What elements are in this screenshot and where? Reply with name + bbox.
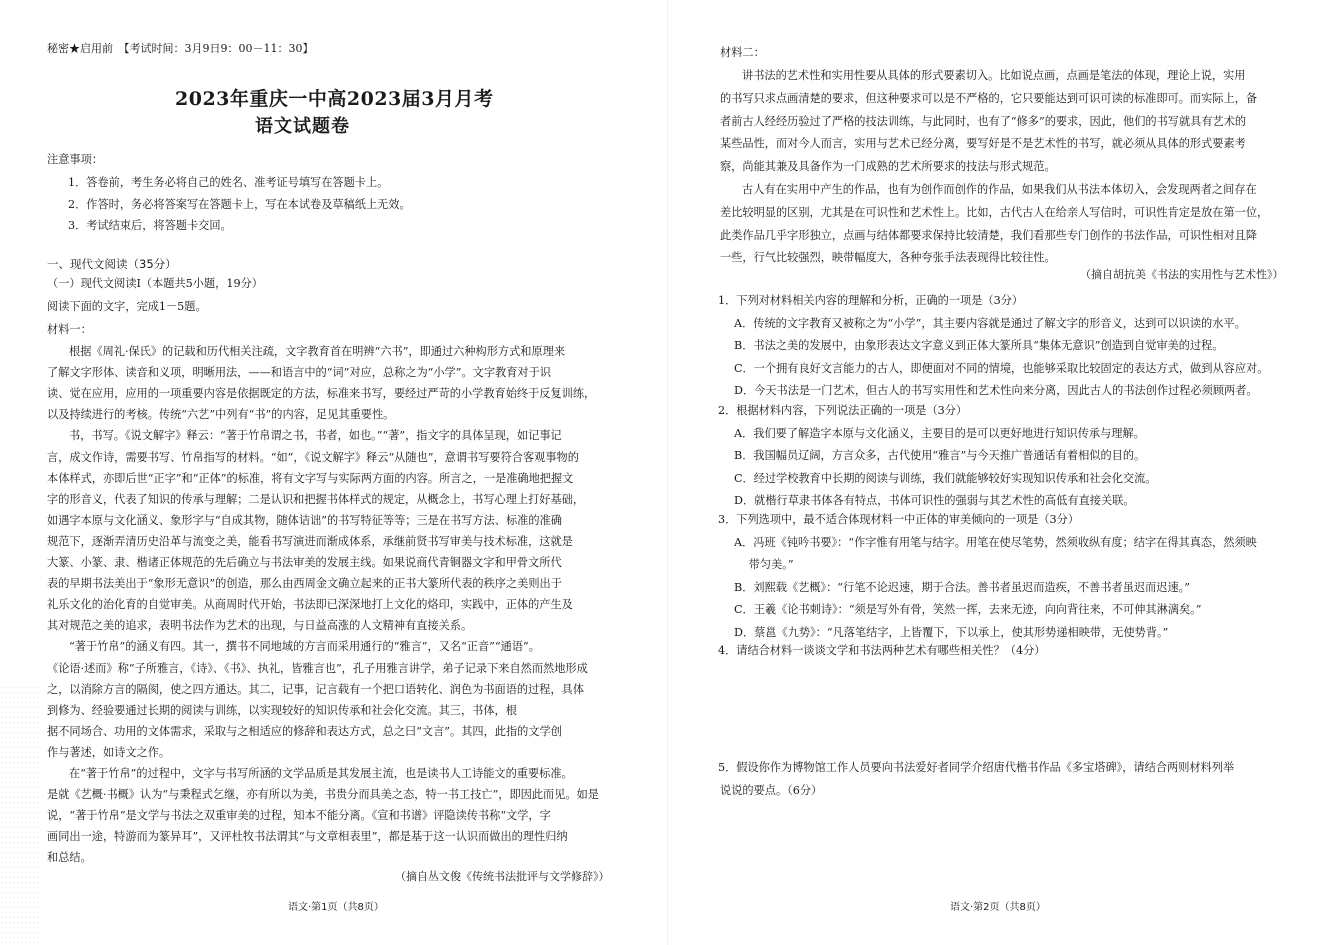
question-stem: 4．请结合材料一谈谈文学和书法两种艺术有哪些相关性？（4分） (718, 644, 1046, 657)
text-line: 据不同场合、功用的文体需求，采取与之相适应的修辞和表达方式，总之曰“文言”。其四，此指的文学创 (47, 724, 562, 738)
text-line: 其对规范之美的追求，表明书法作为艺术的出现，与日益高涨的人文精神有直接关系。 (47, 619, 473, 633)
exam-page-2 (668, 0, 1335, 945)
notice-item: 3．考试结束后，将答题卡交回。 (68, 219, 232, 232)
material-label: 材料二： (720, 46, 765, 59)
reading-instruction: 阅读下面的文字，完成1－5题。 (47, 300, 207, 313)
text-line: 以及持续进行的考核。传统“六艺”中列有“书”的内容，足见其重要性。 (47, 408, 395, 422)
text-line: 的书写只求点画清楚的要求，但这种要求可以是不严格的，它只要能达到可识可读的标准即可。而实际上，备 (720, 91, 1258, 105)
scan-noise (0, 685, 40, 945)
text-line: 到修为、经验要通过长期的阅读与训练，以实现较好的知识传承和社会化交流。其三，书体，根 (47, 703, 517, 717)
text-line: 作与著述，如诗文之作。 (47, 745, 171, 759)
material-2-source: （摘自胡抗美《书法的实用性与艺术性》） (1080, 268, 1284, 281)
text-line: 一些，行气比较强烈，映带幅度大，各种夸张手法表现得比较往性。 (720, 251, 1056, 265)
text-line: 大篆、小篆、隶、楷诸正体规范的先后确立与书法审美的发展主线。如果说商代青铜器文字和甲骨文所代 (47, 556, 562, 569)
text-line: 根据《周礼·保氏》的记载和历代相关注疏，文字教育首在明辨“六书”，即通过六种构形方式和原理来 (69, 345, 566, 358)
exam-subtitle: 语文试题卷 (255, 116, 350, 137)
question-option: A．传统的文字教育又被称之为“小学”，其主要内容就是通过了解文字的形音义，达到可以识读的水平。 (734, 316, 1246, 330)
question-stem: 1．下列对材料相关内容的理解和分析，正确的一项是（3分） (718, 294, 1024, 307)
question-option: A．冯班《钝吟书要》：“作字惟有用笔与结字。用笔在使尽笔势，然须收纵有度；结字在得其真态，然须映 (734, 535, 1257, 549)
question-stem: 5．假设你作为博物馆工作人员要向书法爱好者同学介绍唐代楷书作品《多宝塔碑》，请结合两则材料列举 (718, 761, 1235, 774)
question-option: C．王羲《论书刺诗》：“须是写外有骨，笑然一挥，去来无迹，向向背往来，不可伸其淋漓矣。” (734, 603, 1202, 616)
text-line: “著于竹帛”的涵义有四。其一，撰书不同地域的方言而采用通行的“雅言”，又名“正音”“通语”。 (69, 640, 540, 654)
exam-title: 2023年重庆一中高2023届3月月考 (175, 88, 494, 110)
text-line: 本体样式，亦即后世“正字”和“正体”的标准，将有文字写与实际两方面的内容。所言之，一是准确地把握文 (47, 471, 574, 485)
question-option: B．书法之美的发展中，由象形表达文字意义到正体大篆所具“集体无意识”创造到自觉审美的过程。 (734, 339, 1224, 352)
text-line: 察，尚能其兼及具备作为一门成熟的艺术所要求的技法与形式规范。 (720, 160, 1056, 174)
text-line: 者前古人经经历验过了严格的技法训练，与此同时，也有了“修多”的要求，因此，他们的书写就具有艺术的 (720, 114, 1247, 128)
text-line: 和总结。 (47, 851, 92, 865)
question-option: B．我国幅员辽阔，方言众多，古代使用“雅言”与今天推广普通话有着相似的目的。 (734, 449, 1146, 462)
question-option: C．一个拥有良好文言能力的古人，即便面对不同的情境，也能够采取比较固定的表达方式，做到从容应对。 (734, 361, 1269, 375)
text-line: 讲书法的艺术性和实用性要从具体的形式要素切入。比如说点画，点画是笔法的体现，理论上说，实用 (742, 69, 1246, 82)
question-option: B．刘熙载《艺概》：“行笔不论迟速，期于合法。善书者虽迟而造疾，不善书者虽迟而迟速。” (734, 580, 1190, 594)
notice-item: 2．作答时，务必将答案写在答题卡上，写在本试卷及草稿纸上无效。 (68, 198, 411, 211)
material-label: 材料一： (47, 323, 92, 336)
text-line: 差比较明显的区别，尤其是在可识性和艺术性上。比如，古代古人在给亲人写信时，可识性肯定是放在第一位， (720, 205, 1269, 219)
text-line: 表的早期书法美出于“象形无意识”的创造，那么由西周金文确立起来的正书大篆所代表的秩序之美则出于 (47, 577, 562, 591)
text-line: 《论语·述而》称“子所雅言，《诗》、《书》、执礼，皆雅言也”，孔子用雅言讲学，弟子记录下来自然而然地形成 (47, 661, 588, 675)
section-title: 一、现代文阅读（35分） (47, 257, 177, 271)
text-line: 字的形音义，代表了知识的传承与理解；二是认识和把握书体样式的规定，从概念上，书写心理上打好基础， (47, 492, 585, 506)
question-option: A．我们要了解造字本原与文化涵义，主要目的是可以更好地进行知识传承与理解。 (734, 426, 1145, 440)
text-line: 在“著于竹帛”的过程中，文字与书写所涵的文学品质是其发展主流，也是读书人工诗能文的重要标准。 (69, 767, 573, 780)
question-stem: 2．根据材料内容，下列说法正确的一项是（3分） (718, 404, 968, 417)
text-line: 书，书写。《说文解字》释云：“著于竹帛谓之书，书者，如也。”“著”，指文字的具体呈现，如记事记 (69, 429, 562, 443)
text-line: 了解文字形体、读音和义项，明晰用法，——和语言中的“词”对应，总称之为“小学”。文字教育对于识 (47, 366, 551, 380)
subsection-title: （一）现代文阅读Ⅰ（本题共5小题，19分） (47, 277, 263, 290)
page-footer: 语文·第1页（共8页） (288, 902, 384, 913)
text-line: 此类作品几乎字形独立，点画与结体都要求保持比较清楚，我们看那些专门创作的书法作品，可识性相对且降 (720, 228, 1258, 242)
text-line: 某些品性，而对今人而言，实用与艺术已经分离，要写好是不是艺术性的书写，就必须从具体的形式要素考 (720, 137, 1246, 151)
text-line: 之，以消除方言的隔阂，使之四方通达。其二，记事，记言载有一个把口语转化、润色为书面语的过程，具体 (47, 682, 585, 696)
question-option: C．经过学校教育中长期的阅读与训练，我们就能够较好实现知识传承和社会化交流。 (734, 471, 1157, 485)
notice-item: 1．答卷前，考生务必将自己的姓名、准考证号填写在答题卡上。 (68, 176, 389, 189)
question-option: D．蔡邕《九势》：“凡落笔结字，上皆覆下，下以承上，使其形势递相映带，无使势背。” (734, 625, 1169, 639)
text-line: 画同出一途，特游而为篆异耳”，又评杜牧书法谓其“与文章相表里”，都是基于这一认识而做出的理性归纳 (47, 830, 568, 844)
text-line: 规范下，逐渐弄清历史沿革与流变之美，能看书写演进而渐成体系，承继前贤书写审美与技术标准，这就是 (47, 534, 573, 548)
text-line: 礼乐文化的治化育的自觉审美。从商周时代开始，书法即已深深地打上文化的烙印，实践中，正体的产生及 (47, 598, 573, 612)
header-meta: 秘密★启用前 【考试时间：3月9日9：00－11：30】 (47, 42, 314, 55)
question-option: 说说的要点。（6分） (720, 783, 823, 797)
text-line: 古人有在实用中产生的作品，也有为创作而创作的作品，如果我们从书法本体切入，会发现两者之间存在 (742, 183, 1257, 196)
notice-title: 注意事项： (47, 153, 103, 166)
text-line: 是就《艺概·书概》认为“与秉程式乞继，亦有所以为美，书贵分而具美之态，特一书工技亡”，即因此而见。如是 (47, 788, 599, 802)
question-option: 带匀美。” (734, 558, 794, 571)
text-line: 说，“著于竹帛”是文学与书法之双重审美的过程，知本不能分离。《宣和书谱》评隐读传书称“文学，字 (47, 809, 551, 823)
text-line: 如遇字本原与文化涵义、象形字与“自成其物，随体诘诎”的书写特征等等；三是在书写方法、标准的准确 (47, 513, 562, 527)
text-line: 读、觉在应用，应用的一项重要内容是依据既定的方法，标准来书写，要经过严苛的小学教育始终于反复训练， (47, 387, 596, 401)
material-1-source: （摘自丛文俊《传统书法批评与文学修辞》） (395, 870, 610, 883)
page-footer: 语文·第2页（共8页） (950, 902, 1046, 913)
question-stem: 3．下列选项中，最不适合体现材料一中正体的审美倾向的一项是（3分） (718, 513, 1080, 526)
text-line: 言，成文作诗，需要书写、竹帛指写的材料。“如”，《说文解字》释云“从随也”，意谓书写要符合客观事物的 (47, 450, 579, 464)
question-option: D．今天书法是一门艺术，但古人的书写实用性和艺术性向来分离，因此古人的书法创作过程必须顾两者。 (734, 384, 1258, 397)
question-option: D．就楷行草隶书体各有特点，书体可识性的强弱与其艺术性的高低有直接关联。 (734, 494, 1135, 507)
